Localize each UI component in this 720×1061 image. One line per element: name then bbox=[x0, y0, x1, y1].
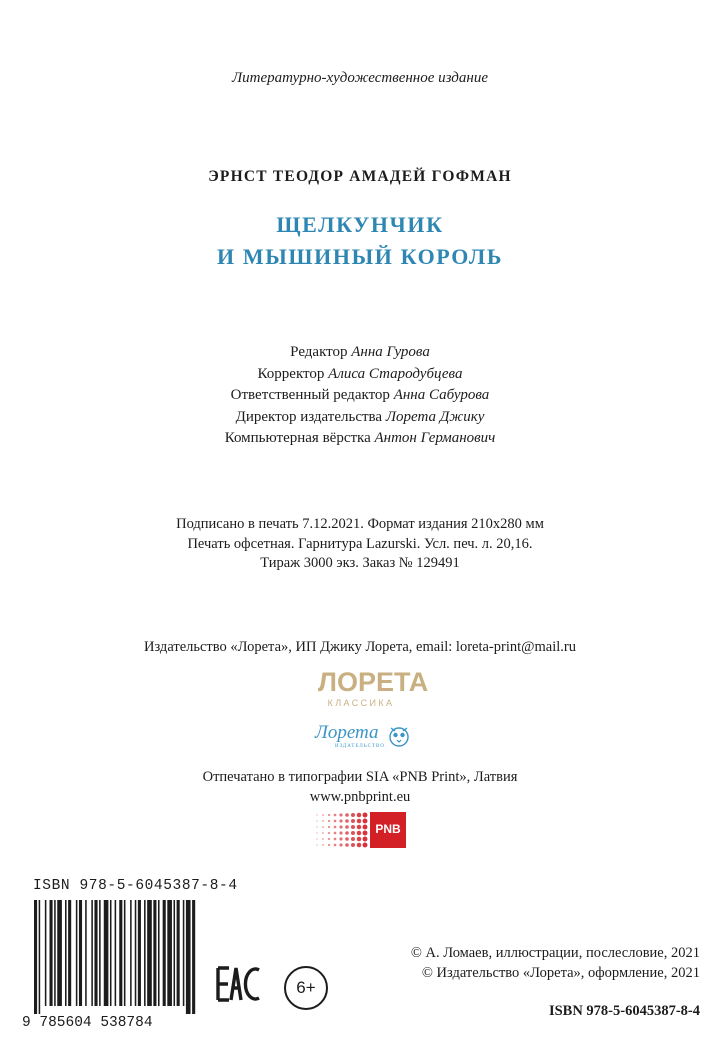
pnb-dot bbox=[345, 819, 349, 823]
pnb-dot bbox=[334, 814, 337, 817]
barcode-bar bbox=[186, 900, 191, 1014]
pnb-dot bbox=[357, 843, 361, 847]
book-title-line-1: ЩЕЛКУНЧИК bbox=[276, 212, 444, 237]
barcode-bar bbox=[45, 900, 47, 1006]
pnb-dot bbox=[363, 837, 368, 842]
barcode-bar bbox=[192, 900, 195, 1014]
credit-layout: Компьютерная вёрстка Антон Германович bbox=[224, 430, 496, 446]
imprint-line: Тираж 3000 экз. Заказ № 129491 bbox=[260, 555, 460, 571]
pnb-dot bbox=[357, 837, 361, 841]
owl-icon bbox=[387, 722, 411, 748]
imprint-block bbox=[0, 515, 720, 574]
pnb-dot bbox=[357, 831, 361, 835]
pnb-dot bbox=[351, 825, 355, 829]
barcode-bar bbox=[124, 900, 126, 1006]
loreta-publisher-logo bbox=[313, 720, 413, 752]
barcode-bar bbox=[104, 900, 109, 1006]
barcode-bar bbox=[54, 900, 56, 1006]
pnb-dot bbox=[339, 843, 342, 846]
barcode-bar bbox=[138, 900, 141, 1006]
pnb-dot bbox=[316, 838, 317, 839]
pnb-dot bbox=[339, 837, 342, 840]
credit-proofreader: Корректор Алиса Стародубцева bbox=[257, 365, 463, 382]
barcode-bar bbox=[119, 900, 122, 1006]
pnb-dots-graphic bbox=[314, 812, 370, 848]
logo-publisher-sub: ИЗДАТЕЛЬСТВО bbox=[335, 744, 385, 749]
pnb-dot bbox=[328, 820, 330, 822]
pnb-dot bbox=[357, 813, 361, 817]
pnb-dot bbox=[339, 831, 342, 834]
pnb-dot bbox=[345, 837, 349, 841]
pnb-dot bbox=[334, 820, 337, 823]
barcode-bar bbox=[167, 900, 172, 1006]
barcode-bar bbox=[130, 900, 132, 1006]
pnb-dot bbox=[363, 825, 368, 830]
pnb-dot bbox=[322, 814, 324, 816]
pnb-dot bbox=[363, 819, 368, 824]
pnb-dot bbox=[357, 825, 361, 829]
pnb-logo-box: PNB bbox=[370, 812, 406, 848]
pnb-dot bbox=[322, 844, 324, 846]
publisher-contact: Издательство «Лорета», ИП Джику Лорета, email: loreta-print@mail.ru bbox=[144, 639, 576, 655]
barcode-bar bbox=[174, 900, 176, 1006]
barcode-bar bbox=[99, 900, 101, 1006]
book-title-line-2: И МЫШИНЫЙ КОРОЛЬ bbox=[217, 244, 503, 269]
pnb-dot bbox=[363, 813, 368, 818]
author-name: ЭРНСТ ТЕОДОР АМАДЕЙ ГОФМАН bbox=[208, 168, 512, 185]
logo-classic-main: ЛОРЕТА bbox=[318, 667, 429, 697]
printer-block bbox=[0, 768, 720, 807]
barcode-bar bbox=[163, 900, 166, 1006]
barcode-bar bbox=[94, 900, 97, 1006]
pnb-dot bbox=[345, 825, 349, 829]
printer-name: Отпечатано в типографии SIA «PNB Print», Латвия bbox=[202, 769, 518, 785]
barcode-bar bbox=[85, 900, 87, 1006]
pnb-dot bbox=[316, 814, 317, 815]
barcode-bar bbox=[110, 900, 112, 1006]
barcode-bar bbox=[68, 900, 71, 1006]
credits-block bbox=[0, 342, 720, 450]
pnb-dot bbox=[345, 843, 349, 847]
pnb-dot bbox=[328, 826, 330, 828]
barcode-bar bbox=[147, 900, 152, 1006]
credit-managing-editor: Ответственный редактор Анна Сабурова bbox=[230, 387, 490, 403]
pnb-dot bbox=[334, 826, 337, 829]
pnb-dot bbox=[363, 843, 368, 848]
pnb-dot bbox=[334, 832, 337, 835]
age-rating-badge: 6+ bbox=[284, 966, 328, 1010]
pnb-dot bbox=[316, 820, 317, 821]
barcode-bar bbox=[135, 900, 137, 1006]
barcode-bar bbox=[76, 900, 78, 1006]
barcode-bar bbox=[144, 900, 146, 1006]
barcode-bar bbox=[91, 900, 93, 1006]
pnb-dot bbox=[328, 838, 330, 840]
copyright-line: © А. Ломаев, иллюстрации, послесловие, 2021 bbox=[410, 945, 700, 961]
eac-icon bbox=[216, 964, 264, 1004]
barcode-number: 9 785604 538784 bbox=[22, 1015, 153, 1030]
pnb-dot bbox=[316, 832, 317, 833]
pnb-dot bbox=[351, 837, 355, 841]
pnb-dot bbox=[334, 838, 337, 841]
barcode-bar bbox=[79, 900, 82, 1006]
pnb-dot bbox=[322, 820, 324, 822]
pnb-dot bbox=[351, 819, 355, 823]
edition-type: Литературно-художественное издание bbox=[232, 70, 488, 86]
pnb-dot bbox=[357, 819, 361, 823]
isbn-number: ISBN 978-5-6045387-8-4 bbox=[548, 1003, 700, 1019]
pnb-dot bbox=[351, 843, 355, 847]
pnb-dot bbox=[322, 832, 324, 834]
barcode-bar bbox=[153, 900, 156, 1006]
pnb-dot bbox=[345, 831, 349, 835]
pnb-dot bbox=[339, 819, 342, 822]
eac-mark bbox=[216, 964, 264, 1004]
barcode-bar bbox=[183, 900, 185, 1006]
pnb-dot bbox=[339, 825, 342, 828]
pnb-dot bbox=[328, 814, 330, 816]
barcode-bar bbox=[39, 900, 41, 1014]
isbn-barcode bbox=[20, 900, 212, 1030]
printer-website[interactable]: www.pnbprint.eu bbox=[309, 788, 411, 805]
loreta-classic-logo bbox=[318, 667, 429, 708]
pnb-dot bbox=[363, 831, 368, 836]
pnb-dot bbox=[316, 826, 317, 827]
barcode-bar bbox=[158, 900, 160, 1006]
imprint-line: Подписано в печать 7.12.2021. Формат издания 210x280 мм bbox=[176, 516, 544, 532]
pnb-dot bbox=[345, 813, 349, 817]
barcode-bar bbox=[50, 900, 53, 1006]
pnb-dot bbox=[334, 844, 337, 847]
barcode-bar bbox=[57, 900, 62, 1006]
imprint-line: Печать офсетная. Гарнитура Lazurski. Усл. печ. л. 20,16. bbox=[187, 535, 533, 552]
pnb-dot bbox=[316, 844, 317, 845]
credit-editor: Редактор Анна Гурова bbox=[290, 344, 430, 360]
pnb-dot bbox=[328, 844, 330, 846]
copyright-line: © Издательство «Лорета», оформление, 2021 bbox=[421, 964, 700, 981]
barcode-bar bbox=[177, 900, 180, 1006]
barcode-isbn-label: ISBN 978-5-6045387-8-4 bbox=[33, 878, 238, 894]
logo-classic-sub: КЛАССИКА bbox=[327, 698, 395, 708]
pnb-dot bbox=[351, 813, 355, 817]
pnb-dot bbox=[322, 826, 324, 828]
logo-publisher-main: Лорета bbox=[315, 722, 379, 743]
barcode-bar bbox=[34, 900, 37, 1014]
pnb-print-logo bbox=[314, 812, 406, 848]
credit-director: Директор издательства Лорета Джику bbox=[235, 408, 485, 425]
pnb-dot bbox=[339, 813, 342, 816]
barcode-bar bbox=[115, 900, 117, 1006]
pnb-dot bbox=[351, 831, 355, 835]
barcode-bar bbox=[65, 900, 67, 1006]
pnb-dot bbox=[322, 838, 324, 840]
pnb-dot bbox=[328, 832, 330, 834]
copyright-block bbox=[411, 944, 700, 983]
